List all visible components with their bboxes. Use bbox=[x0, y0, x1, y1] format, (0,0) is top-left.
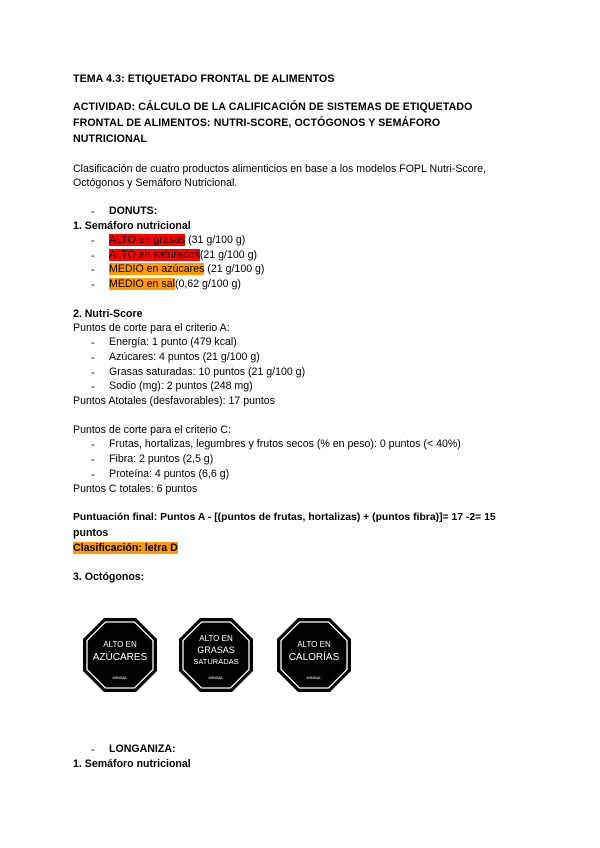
octagon-text: ALTO EN bbox=[297, 640, 331, 649]
octagon-text: GRASAS bbox=[197, 645, 235, 655]
semaforo-item bbox=[109, 278, 241, 290]
semaforo-item bbox=[109, 263, 264, 275]
semaforo-title: 1. Semáforo nutricional bbox=[73, 220, 191, 232]
octagon-alto-en-calorias-icon bbox=[276, 617, 352, 693]
bullet-dash: - bbox=[91, 235, 95, 247]
product-name-longaniza: LONGANIZA: bbox=[109, 743, 176, 755]
bullet-dash: - bbox=[91, 206, 95, 218]
bullet-dash: - bbox=[91, 744, 95, 756]
octagon-text: ALTO EN bbox=[199, 634, 233, 643]
bullet-dash: - bbox=[91, 469, 95, 481]
final-score-line-2: puntos bbox=[73, 527, 109, 539]
criterio-a-item: Grasas saturadas: 10 puntos (21 g/100 g) bbox=[109, 366, 306, 378]
octagon-text: AZÚCARES bbox=[92, 652, 148, 663]
semaforo-level-label: MEDIO en azúcares bbox=[109, 263, 205, 275]
activity-heading-line-1: ACTIVIDAD: CÁLCULO DE LA CALIFICACIÓN DE SISTEMAS DE ETIQUETADO bbox=[73, 101, 473, 113]
octagon-alto-en-grasas-saturadas-icon bbox=[178, 617, 254, 693]
product-name-donuts: DONUTS: bbox=[109, 205, 158, 217]
bullet-dash: - bbox=[91, 439, 95, 451]
semaforo-value: (21 g/100 g) bbox=[199, 249, 258, 261]
classification-highlight: Clasificación: letra D bbox=[73, 542, 178, 554]
bullet-dash: - bbox=[91, 352, 95, 364]
octagon-footer: MINSAL bbox=[112, 675, 128, 680]
bullet-dash: - bbox=[91, 264, 95, 276]
criterio-c-total: Puntos C totales: 6 puntos bbox=[73, 483, 198, 495]
criterio-a-item: Azúcares: 4 puntos (21 g/100 g) bbox=[109, 351, 260, 363]
semaforo-title: 1. Semáforo nutricional bbox=[73, 758, 191, 770]
octagon-text: ALTO EN bbox=[103, 640, 137, 649]
bullet-dash: - bbox=[91, 337, 95, 349]
bullet-dash: - bbox=[91, 381, 95, 393]
criterio-a-item: Energía: 1 punto (479 kcal) bbox=[109, 336, 237, 348]
octagon-text: CALORÍAS bbox=[288, 652, 340, 663]
semaforo-level-label: ALTO en saturados bbox=[109, 249, 200, 261]
octogonos-title: 3. Octógonos: bbox=[73, 571, 145, 583]
semaforo-item bbox=[109, 249, 257, 261]
criterio-c-item: Proteína: 4 puntos (6,6 g) bbox=[109, 468, 230, 480]
semaforo-value: (0,62 g/100 g) bbox=[174, 278, 241, 290]
bullet-dash: - bbox=[91, 454, 95, 466]
criterio-c-intro: Puntos de corte para el criterio C: bbox=[73, 424, 231, 436]
criterio-c-item: Fibra: 2 puntos (2,5 g) bbox=[109, 453, 214, 465]
octagon-alto-en-azucares-icon bbox=[82, 617, 158, 693]
criterio-a-intro: Puntos de corte para el criterio A: bbox=[73, 322, 230, 334]
bullet-dash: - bbox=[91, 250, 95, 262]
octagon-footer: MINSAL bbox=[306, 675, 322, 680]
octagon-footer: MINSAL bbox=[208, 675, 224, 680]
semaforo-level-label: MEDIO en sal bbox=[109, 278, 175, 290]
octagon-text: SATURADAS bbox=[193, 657, 239, 666]
topic-heading: TEMA 4.3: ETIQUETADO FRONTAL DE ALIMENTOS bbox=[73, 73, 335, 85]
criterio-a-item: Sodio (mg): 2 puntos (248 mg) bbox=[109, 380, 253, 392]
activity-heading-line-2: FRONTAL DE ALIMENTOS: NUTRI-SCORE, OCTÓGONOS Y SEMÁFORO bbox=[73, 117, 441, 129]
bullet-dash: - bbox=[91, 367, 95, 379]
criterio-c-item: Frutas, hortalizas, legumbres y frutos secos (% en peso): 0 puntos (< 40%) bbox=[109, 438, 461, 450]
criterio-a-total: Puntos Atotales (desfavorables): 17 puntos bbox=[73, 395, 275, 407]
intro-line-2: Octógonos y Semáforo Nutricional. bbox=[73, 177, 238, 189]
nutriscore-title: 2. Nutri-Score bbox=[73, 308, 143, 320]
bullet-dash: - bbox=[91, 279, 95, 291]
intro-line-1: Clasificación de cuatro productos alimenticios en base a los modelos FOPL Nutri-Score, bbox=[73, 163, 486, 175]
semaforo-item bbox=[109, 234, 245, 246]
semaforo-level-label: ALTO en grasas bbox=[109, 234, 186, 246]
activity-heading-line-3: NUTRICIONAL bbox=[73, 133, 148, 145]
semaforo-value: (21 g/100 g) bbox=[204, 263, 265, 275]
final-score-line-1: Puntuación final: Puntos A - [(puntos de frutas, hortalizas) + (puntos fibra)]= 17 -2= 15 bbox=[73, 512, 496, 523]
semaforo-value: (31 g/100 g) bbox=[185, 234, 246, 246]
